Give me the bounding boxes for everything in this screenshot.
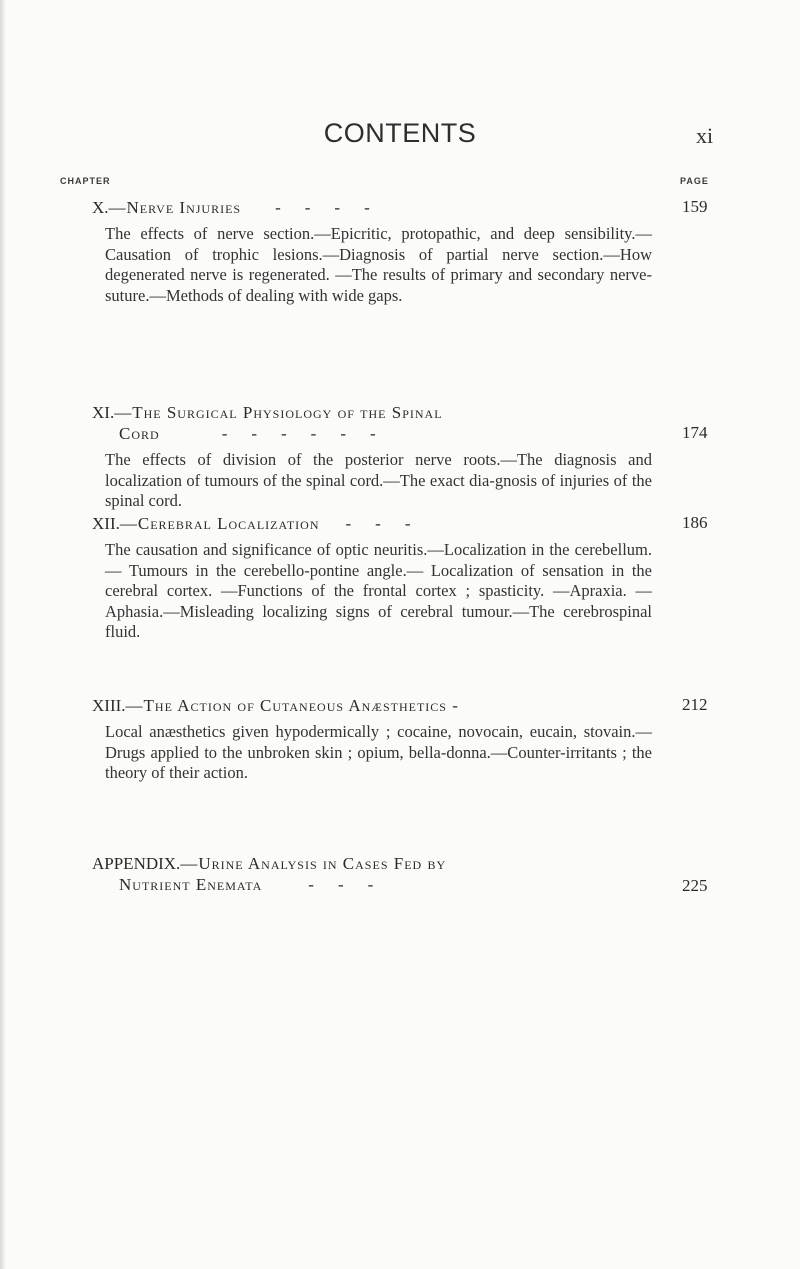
page-number: xi bbox=[696, 123, 714, 148]
chapter-page: 186 bbox=[682, 513, 708, 532]
chapter-column-label: CHAPTER bbox=[60, 176, 111, 186]
dot-leaders: ---- bbox=[275, 198, 394, 217]
appendix-label: APPENDIX. bbox=[92, 854, 181, 873]
chapter-title-line-2: Cord bbox=[119, 424, 160, 443]
chapter-numeral: XIII. bbox=[92, 696, 126, 715]
toc-entry-appendix bbox=[0, 853, 800, 895]
running-head bbox=[0, 118, 800, 154]
chapter-summary: The effects of division of the posterior nerve roots.—The diagnosis and localization of tumours of the spinal cord.—The exact dia-gnosis of injuries of the spinal cord. bbox=[105, 450, 652, 511]
chapter-title: —Nerve Injuries bbox=[108, 198, 242, 217]
appendix-page: 225 bbox=[682, 876, 708, 895]
column-headings bbox=[0, 176, 800, 190]
chapter-title: —Cerebral Localization bbox=[119, 514, 320, 533]
page-title: CONTENTS bbox=[323, 118, 477, 148]
chapter-summary: The effects of nerve section.—Epicritic, protopathic, and deep sensibility.—Causation of trophic lesions.—Diagnosis of partial nerve section.—How degenerated nerve is regenerated. —The results of primary and secondary nerve-suture.—Methods of dealing with wide gaps. bbox=[105, 224, 652, 305]
chapter-numeral: XI. bbox=[92, 403, 115, 422]
dot-leaders: --- bbox=[308, 875, 398, 894]
chapter-summary: The causation and significance of optic neuritis.—Localization in the cerebellum.— Tumours in the cerebello-pontine angle.— Localization of sensation in the cerebral cortex. —Functions of the frontal cortex ; spasticity. —Apraxia. — Aphasia.—Misleading localizing signs of cerebral tumour.—The cerebrospinal fluid. bbox=[105, 540, 652, 642]
chapter-page: 159 bbox=[682, 197, 708, 216]
dot-leaders: --- bbox=[345, 514, 435, 533]
page-column-label: PAGE bbox=[680, 176, 709, 186]
chapter-page: 174 bbox=[682, 423, 708, 442]
toc-entry-xii bbox=[0, 513, 800, 642]
chapter-numeral: X. bbox=[92, 198, 109, 217]
chapter-numeral: XII. bbox=[92, 514, 120, 533]
toc-entry-x bbox=[0, 197, 800, 305]
toc-entry-heading bbox=[92, 402, 800, 423]
chapter-page: 212 bbox=[682, 695, 708, 714]
dot-leaders: ------ bbox=[221, 424, 400, 443]
chapter-title: —The Surgical Physiology of the Spinal bbox=[114, 403, 443, 422]
appendix-title-line-2: Nutrient Enemata bbox=[119, 875, 263, 894]
chapter-title: —The Action of Cutaneous Anæsthetics - bbox=[125, 696, 459, 715]
toc-entry-xiii bbox=[0, 695, 800, 783]
binding-edge bbox=[0, 0, 6, 1269]
appendix-title: —Urine Analysis in Cases Fed by bbox=[180, 854, 447, 873]
toc-entry-xi bbox=[0, 402, 800, 511]
toc-entry-heading bbox=[92, 853, 800, 874]
chapter-summary: Local anæsthetics given hypodermically ; cocaine, novocain, eucain, stovain.—Drugs applied to the unbroken skin ; opium, bella-donna.—Counter-irritants ; the theory of their action. bbox=[105, 722, 652, 783]
